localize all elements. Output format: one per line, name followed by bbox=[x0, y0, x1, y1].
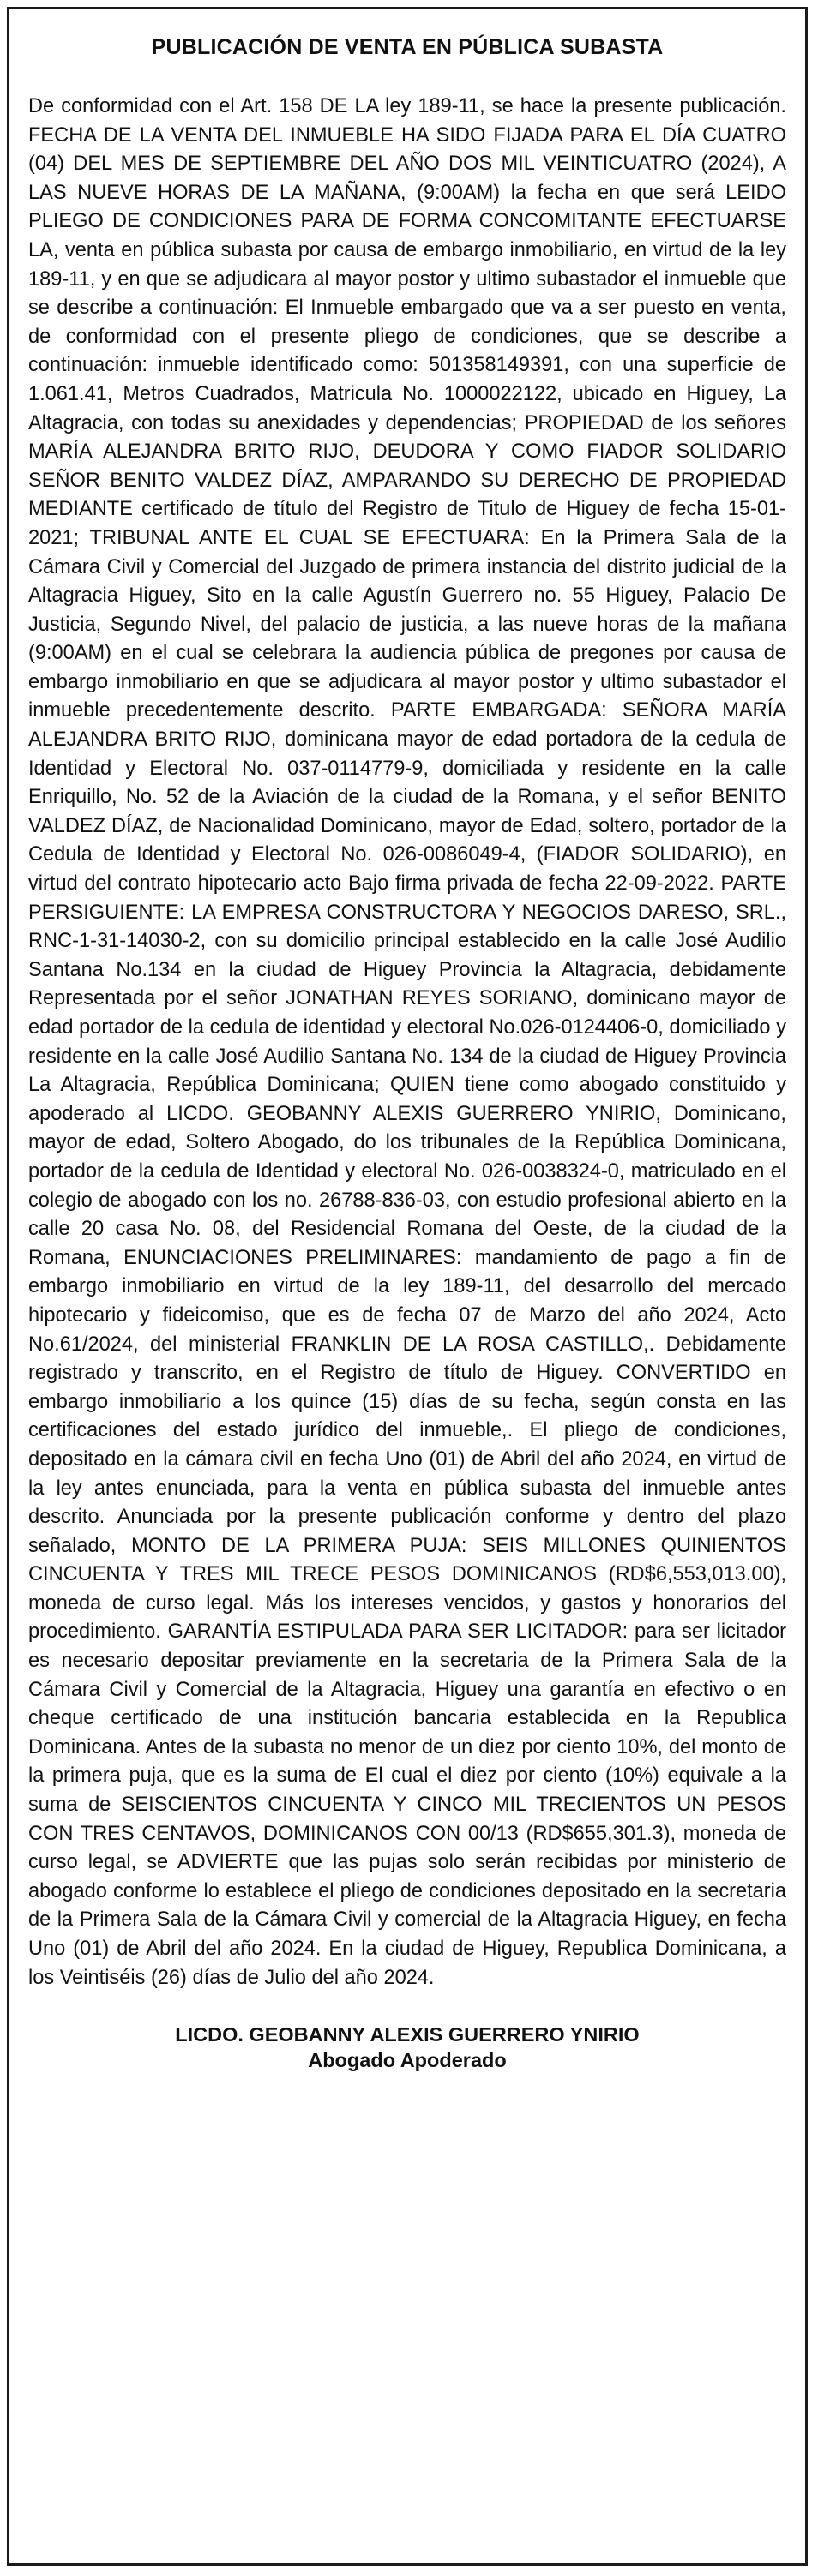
signature-role: Abogado Apoderado bbox=[308, 2049, 507, 2072]
notice-title: PUBLICACIÓN DE VENTA EN PÚBLICA SUBASTA bbox=[151, 35, 664, 59]
signature-name: LICDO. GEOBANNY ALEXIS GUERRERO YNIRIO bbox=[175, 2023, 640, 2046]
notice-body: De conformidad con el Art. 158 DE LA ley 189-11, se hace la presente publicación. FECHA DE LA VENTA DEL INMUEBLE HA SIDO FIJADA PARA EL DÍA CUATRO (04) DEL MES DE SEPTIEMBRE DEL AÑO DOS MIL VEINTICUATRO (2024), A LAS NUEVE HORAS DE LA MAÑANA, (9:00AM) la fecha en que será LEIDO PLIEGO DE CONDICIONES PARA DE FORMA CONCOMITANTE EFECTUARSE LA, venta en pública subasta por causa de embargo inmobiliario, en virtud de la ley 189-11, y en que se adjudicara al mayor postor y ultimo subastador el inmueble que se describe a continuación: El Inmueble embargado que va a ser puesto en venta, de conformidad con el presente pliego de condiciones, que se describe a continuación: inmueble identificado como: 501358149391, con una superficie de 1.061.41, Metros Cuadrados, Matricula No. 1000022122, ubicado en Higuey, La Altagracia, con todas su anexidades y dependencias; PROPIEDAD de los señores MARÍA ALEJANDRA BRITO RIJO, DEUDORA Y COMO FIADOR SOLIDARIO SEÑOR BENITO VALDEZ DÍAZ, AMPARANDO SU DERECHO DE PROPIEDAD MEDIANTE certificado de título del Registro de Titulo de Higuey de fecha 15-01-2021; TRIBUNAL ANTE EL CUAL SE EFECTUARA: En la Primera Sala de la Cámara Civil y Comercial del Juzgado de primera instancia del distrito judicial de la Altagracia Higuey, Sito en la calle Agustín Guerrero no. 55 Higuey, Palacio De Justicia, Segundo Nivel, del palacio de justicia, a las nueve horas de la mañana (9:00AM) en el cual se celebrara la audiencia pública de pregones por causa de embargo inmobiliario en que se adjudicara al mayor postor y ultimo subastador el inmueble precedentemente descrito. PARTE EMBARGADA: SEÑORA MARÍA ALEJANDRA BRITO RIJO, dominicana mayor de edad portadora de la cedula de Identidad y Electoral No. 037-0114779-9, domiciliada y residente en la calle Enriquillo, No. 52 de la Aviación de la ciudad de la Romana, y el señor BENITO VALDEZ DÍAZ, de Nacionalidad Dominicano, mayor de Edad, soltero, portador de la Cedula de Identidad y Electoral No. 026-0086049-4, (FIADOR SOLIDARIO), en virtud del contrato hipotecario acto Bajo firma privada de fecha 22-09-2022. PARTE PERSIGUIENTE: LA EMPRESA CONSTRUCTORA Y NEGOCIOS DARESO, SRL., RNC-1-31-14030-2, con su domicilio principal establecido en la calle José Audilio Santana No.134 en la ciudad de Higuey Provincia la Altagracia, debidamente Representada por el señor JONATHAN REYES SORIANO, dominicano mayor de edad portador de la cedula de identidad y electoral No.026-0124406-0, domiciliado y residente en la calle José Audilio Santana No. 134 de la ciudad de Higuey Provincia La Altagracia, República Dominicana; QUIEN tiene como abogado constituido y apoderado al LICDO. GEOBANNY ALEXIS GUERRERO YNIRIO, Dominicano, mayor de edad, Soltero Abogado, do los tribunales de la República Dominicana, portador de la cedula de Identidad y electoral No. 026-0038324-0, matriculado en el colegio de abogado con los no. 26788-836-03, con estudio profesional abierto en la calle 20 casa No. 08, del Residencial Romana del Oeste, de la ciudad de la Romana, ENUNCIACIONES PRELIMINARES: mandamiento de pago a fin de embargo inmobiliario en virtud de la ley 189-11, del desarrollo del mercado hipotecario y fideicomiso, que es de fecha 07 de Marzo del año 2024, Acto No.61/2024, del ministerial FRANKLIN DE LA ROSA CASTILLO,. Debidamente registrado y transcrito, en el Registro de título de Higuey. CONVERTIDO en embargo inmobiliario a los quince (15) días de su fecha, según consta en las certificaciones del estado jurídico del inmueble,. El pliego de condiciones, depositado en la cámara civil en fecha Uno (01) de Abril del año 2024, en virtud de la ley antes enunciada, para la venta en pública subasta del inmueble antes descrito. Anunciada por la presente publicación conforme y dentro del plazo señalado, MONTO DE LA PRIMERA PUJA: SEIS MILLONES QUINIENTOS CINCUENTA Y TRES MIL TRECE PESOS DOMINICANOS (RD$6,553,013.00), moneda de curso legal. Más los intereses vencidos, y gastos y honorarios del procedimiento. GARANTÍA ESTIPULADA PARA SER LICITADOR: para ser licitador es necesario depositar previamente en la secretaria de la Primera Sala de la Cámara Civil y Comercial de la Altagracia, Higuey una garantía en efectivo o en cheque certificado de una institución bancaria establecida en la Republica Dominicana. Antes de la subasta no menor de un diez por ciento 10%, del monto de la primera puja, que es la suma de El cual el diez por ciento (10%) equivale a la suma de SEISCIENTOS CINCUENTA Y CINCO MIL TRECIENTOS UN PESOS CON TRES CENTAVOS, DOMINICANOS CON 00/13 (RD$655,301.3), moneda de curso legal, se ADVIERTE que las pujas solo serán recibidas por ministerio de abogado conforme lo establece el pliego de condiciones depositado en la secretaria de la Primera Sala de la Cámara Civil y comercial de la Altagracia Higuey, en fecha Uno (01) de Abril del año 2024. En la ciudad de Higuey, Republica Dominicana, a los Veintiséis (26) días de Julio del año 2024. bbox=[28, 95, 786, 1989]
signature-block bbox=[28, 2022, 786, 2073]
auction-notice bbox=[7, 7, 808, 2566]
